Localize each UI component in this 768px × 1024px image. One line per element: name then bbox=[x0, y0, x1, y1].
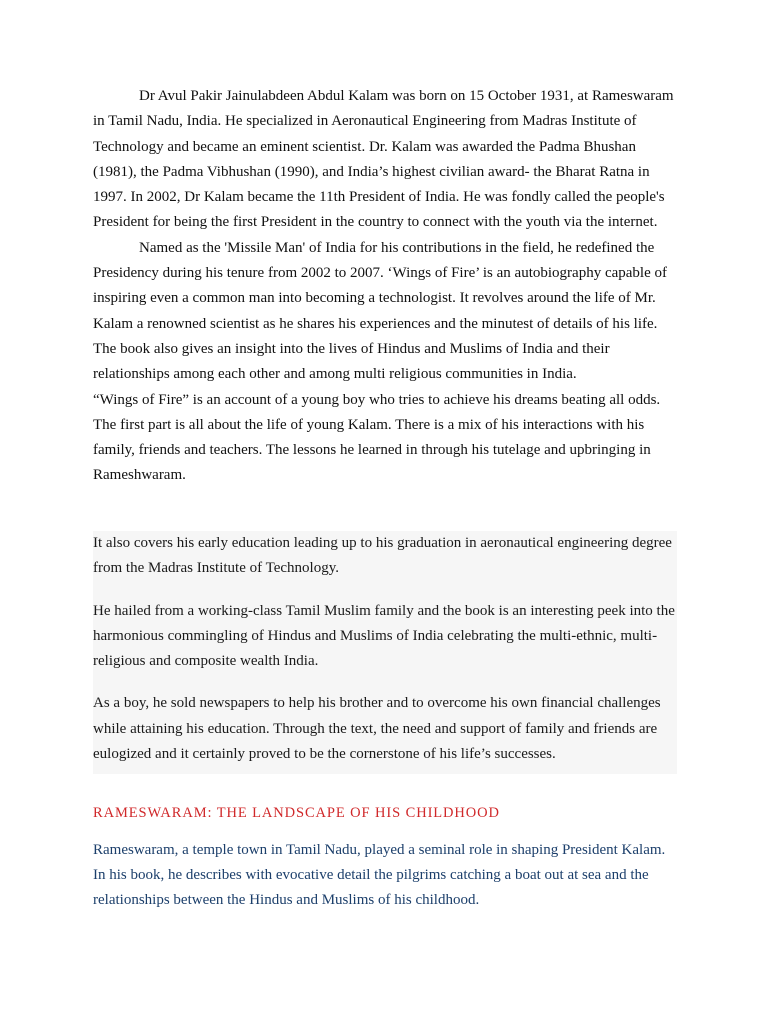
paragraph-family: He hailed from a working-class Tamil Muslim family and the book is an interesting peek into the harmonious commingling of Hindus and Muslims of India celebrating the multi-ethnic, multi-religious and composite wealth India. bbox=[93, 602, 675, 670]
paragraph-wings-of-fire: “Wings of Fire” is an account of a young boy who tries to achieve his dreams beating all odds. The first part is all about the life of young Kalam. There is a mix of his interactions with his family, friends and teachers. The lessons he learned in through his tutelage and upbringing in Rameshwaram. bbox=[93, 391, 661, 484]
document-body bbox=[93, 84, 677, 489]
paragraph-gap bbox=[93, 582, 677, 599]
paragraph-biography: Dr Avul Pakir Jainulabdeen Abdul Kalam was born on 15 October 1931, at Rameswaram in Tamil Nadu, India. He specialized in Aeronautical Engineering from Madras Institute of Technology and became an eminent scientist. Dr. Kalam was awarded the Padma Bhushan (1981), the Padma Vibhushan (1990), and India’s highest civilian award- the Bharat Ratna in 1997. In 2002, Dr Kalam became the 11th President of India. He was fondly called the people's President for being the first President in the country to connect with the youth via the internet. bbox=[93, 88, 674, 231]
highlighted-excerpt bbox=[93, 531, 677, 774]
paragraph-missile-man: Named as the 'Missile Man' of India for his contributions in the field, he redefined the Presidency during his tenure from 2002 to 2007. ‘Wings of Fire’ is an autobiography capable of inspiring even a common man into becoming a technologist. It revolves around the life of Mr. Kalam a renowned scientist as he shares his experiences and the minutest of details of his life. The book also gives an insight into the lives of Hindus and Muslims of India and their relationships among each other and among multi religious communities in India. bbox=[93, 239, 667, 383]
paragraph-newspapers: As a boy, he sold newspapers to help his brother and to overcome his own financial challenges while attaining his education. Through the text, the need and support of family and friends are eulogized and it certainly proved to be the cornerstone of his life’s successes. bbox=[93, 695, 661, 763]
section-paragraph: Rameswaram, a temple town in Tamil Nadu, played a seminal role in shaping President Kalam. In his book, he describes with evocative detail the pilgrims catching a boat out at sea and the relationships between the Hindus and Muslims of his childhood. bbox=[93, 842, 666, 908]
paragraph-education: It also covers his early education leading up to his graduation in aeronautical engineering degree from the Madras Institute of Technology. bbox=[93, 535, 672, 577]
section-heading: RAMESWARAM: THE LANDSCAPE OF HIS CHILDHOOD bbox=[93, 805, 500, 821]
paragraph-gap bbox=[93, 674, 677, 691]
